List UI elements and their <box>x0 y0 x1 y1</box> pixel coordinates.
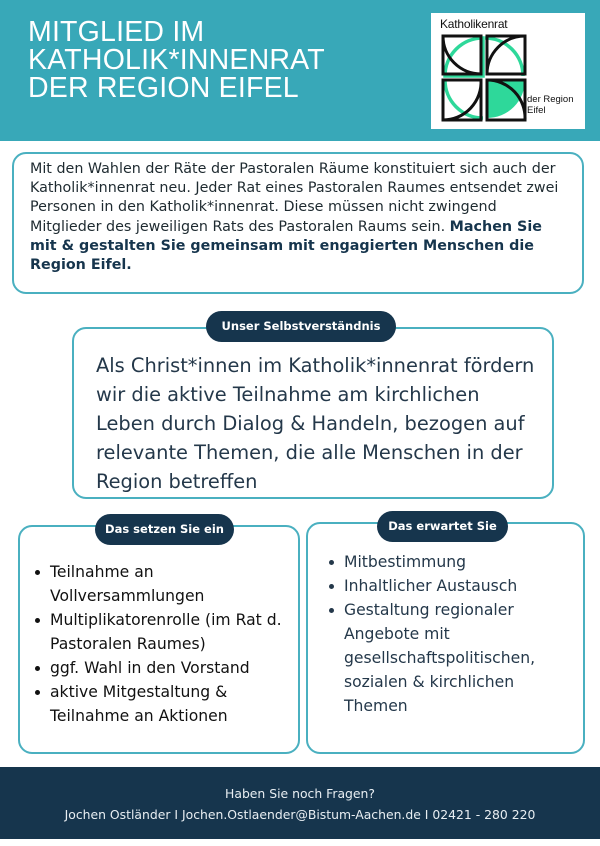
logo-title: Katholikenrat <box>440 17 508 31</box>
expectations-label: Das erwartet Sie <box>377 511 508 542</box>
list-item: Mitbestimmung <box>326 550 582 574</box>
footer-contact: Jochen Ostländer I Jochen.Ostlaender@Bistum-Aachen.de I 02421 - 280 220 <box>64 807 536 822</box>
list-item: Multiplikatorenrolle (im Rat d. Pastoralen Raumes) <box>32 608 298 656</box>
commitment-box <box>18 525 300 754</box>
intro-body: Mit den Wahlen der Räte der Pastoralen Räume konstituiert sich auch der Katholik*innenrat neu. Jeder Rat eines Pastoralen Raumes entsendet zwei Personen in den Katholik*innenrat. Diese müssen nicht zwingend Mitglieder des jeweiligen Rats des Pastoralen Raums sein. <box>30 161 559 235</box>
mission-box <box>72 327 554 499</box>
list-item: Teilnahme an Vollversammlungen <box>32 560 298 608</box>
intro-box <box>12 152 584 294</box>
katholikenrat-logo <box>431 13 585 129</box>
logo-quadrant-icon <box>441 34 527 122</box>
expectations-box <box>306 522 585 754</box>
contact-footer <box>0 767 600 839</box>
expectations-list <box>326 550 582 718</box>
mission-label: Unser Selbstverständnis <box>206 311 396 342</box>
logo-subtitle-line-2: Eifel <box>527 105 546 116</box>
list-item: ggf. Wahl in den Vorstand <box>32 656 298 680</box>
intro-call-to-action: Machen Sie mit & gestalten Sie gemeinsam mit engagierten Menschen die Region Eifel. <box>30 218 542 274</box>
list-item: Gestaltung regionaler Angebote mit gesellschaftspolitischen, sozialen & kirchlichen Themen <box>326 598 582 718</box>
header-banner <box>0 0 600 141</box>
list-item: aktive Mitgestaltung & Teilnahme an Aktionen <box>32 680 298 728</box>
logo-subtitle <box>527 94 573 116</box>
intro-text <box>30 160 572 275</box>
title-line-1: MITGLIED IM <box>28 16 205 48</box>
title-line-3: DER REGION EIFEL <box>28 72 299 104</box>
mission-text: Als Christ*innen im Katholik*innenrat fördern wir die aktive Teilnahme am kirchlichen Leben durch Dialog & Handeln, bezogen auf relevante Themen, die alle Menschen in der Region betreffen <box>96 354 535 493</box>
page-title <box>28 18 408 102</box>
logo-subtitle-line-1: der Region <box>527 94 574 105</box>
commitment-list <box>32 560 298 728</box>
title-line-2: KATHOLIK*INNENRAT <box>28 44 325 76</box>
commitment-label: Das setzen Sie ein <box>95 514 234 545</box>
list-item: Inhaltlicher Austausch <box>326 574 582 598</box>
footer-question: Haben Sie noch Fragen? <box>225 786 375 801</box>
